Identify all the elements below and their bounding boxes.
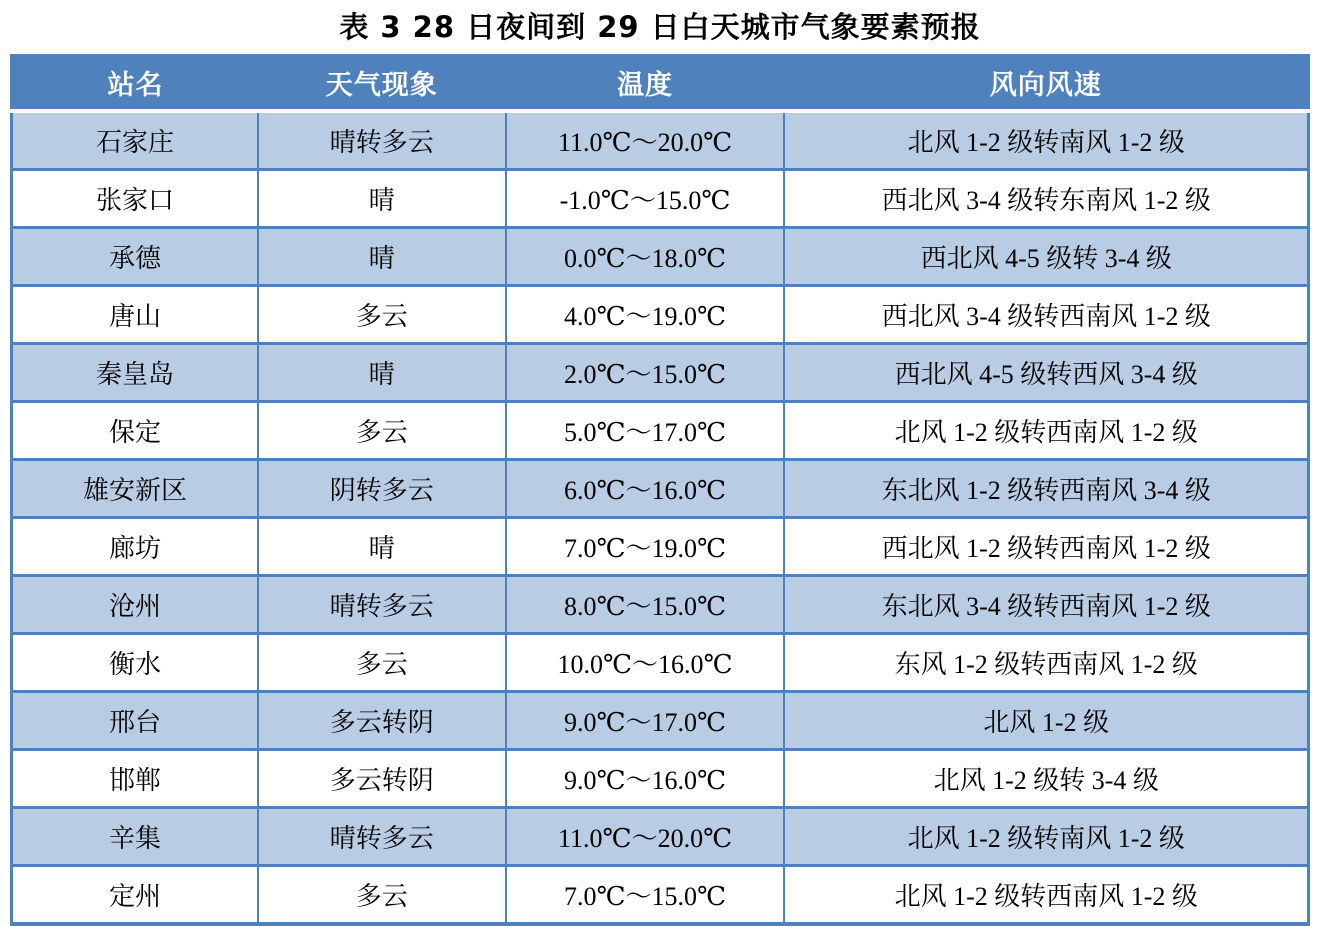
wind-cell: 东北风 1-2 级转西南风 3-4 级 — [784, 459, 1308, 517]
station-cell: 唐山 — [12, 285, 258, 343]
wind-cell: 西北风 3-4 级转东南风 1-2 级 — [784, 169, 1308, 227]
station-cell: 定州 — [12, 865, 258, 924]
temperature-cell: 9.0℃～16.0℃ — [506, 749, 785, 807]
table-row — [12, 111, 1309, 170]
temperature-cell: 0.0℃～18.0℃ — [506, 227, 785, 285]
weather-cell: 多云 — [258, 633, 506, 691]
temperature-cell: 11.0℃～20.0℃ — [506, 111, 785, 170]
table-row — [12, 749, 1309, 807]
table-row — [12, 285, 1309, 343]
wind-cell: 北风 1-2 级转 3-4 级 — [784, 749, 1308, 807]
temperature-cell: 7.0℃～15.0℃ — [506, 865, 785, 924]
table-header-row — [12, 55, 1309, 111]
temperature-cell: 2.0℃～15.0℃ — [506, 343, 785, 401]
temperature-cell: 5.0℃～17.0℃ — [506, 401, 785, 459]
station-cell: 沧州 — [12, 575, 258, 633]
wind-cell: 北风 1-2 级转西南风 1-2 级 — [784, 865, 1308, 924]
station-cell: 衡水 — [12, 633, 258, 691]
table-row — [12, 517, 1309, 575]
wind-cell: 西北风 1-2 级转西南风 1-2 级 — [784, 517, 1308, 575]
station-cell: 雄安新区 — [12, 459, 258, 517]
table-row — [12, 807, 1309, 865]
temperature-cell: 8.0℃～15.0℃ — [506, 575, 785, 633]
temperature-cell: -1.0℃～15.0℃ — [506, 169, 785, 227]
table-row — [12, 169, 1309, 227]
weather-cell: 晴转多云 — [258, 111, 506, 170]
station-cell: 邯郸 — [12, 749, 258, 807]
weather-cell: 阴转多云 — [258, 459, 506, 517]
wind-cell: 东风 1-2 级转西南风 1-2 级 — [784, 633, 1308, 691]
wind-cell: 东北风 3-4 级转西南风 1-2 级 — [784, 575, 1308, 633]
station-cell: 保定 — [12, 401, 258, 459]
header-temperature: 温度 — [506, 55, 785, 111]
table-row — [12, 633, 1309, 691]
wind-cell: 北风 1-2 级转西南风 1-2 级 — [784, 401, 1308, 459]
weather-cell: 多云 — [258, 865, 506, 924]
wind-cell: 西北风 4-5 级转西风 3-4 级 — [784, 343, 1308, 401]
weather-cell: 多云 — [258, 401, 506, 459]
table-row — [12, 691, 1309, 749]
station-cell: 廊坊 — [12, 517, 258, 575]
weather-cell: 晴转多云 — [258, 807, 506, 865]
station-cell: 张家口 — [12, 169, 258, 227]
station-cell: 秦皇岛 — [12, 343, 258, 401]
station-cell: 邢台 — [12, 691, 258, 749]
table-row — [12, 865, 1309, 924]
table-row — [12, 401, 1309, 459]
weather-cell: 多云转阴 — [258, 749, 506, 807]
wind-cell: 北风 1-2 级转南风 1-2 级 — [784, 807, 1308, 865]
temperature-cell: 4.0℃～19.0℃ — [506, 285, 785, 343]
weather-cell: 多云 — [258, 285, 506, 343]
temperature-cell: 6.0℃～16.0℃ — [506, 459, 785, 517]
weather-cell: 晴 — [258, 227, 506, 285]
table-row — [12, 575, 1309, 633]
station-cell: 承德 — [12, 227, 258, 285]
weather-cell: 晴 — [258, 517, 506, 575]
station-cell: 辛集 — [12, 807, 258, 865]
header-station: 站名 — [12, 55, 258, 111]
temperature-cell: 9.0℃～17.0℃ — [506, 691, 785, 749]
table-row — [12, 343, 1309, 401]
temperature-cell: 7.0℃～19.0℃ — [506, 517, 785, 575]
wind-cell: 西北风 3-4 级转西南风 1-2 级 — [784, 285, 1308, 343]
wind-cell: 北风 1-2 级 — [784, 691, 1308, 749]
weather-cell: 多云转阴 — [258, 691, 506, 749]
station-cell: 石家庄 — [12, 111, 258, 170]
forecast-table — [10, 54, 1310, 926]
wind-cell: 北风 1-2 级转南风 1-2 级 — [784, 111, 1308, 170]
table-row — [12, 459, 1309, 517]
header-weather: 天气现象 — [258, 55, 506, 111]
temperature-cell: 10.0℃～16.0℃ — [506, 633, 785, 691]
weather-cell: 晴 — [258, 169, 506, 227]
weather-cell: 晴转多云 — [258, 575, 506, 633]
weather-cell: 晴 — [258, 343, 506, 401]
page-title: 表 3 28 日夜间到 29 日白天城市气象要素预报 — [339, 10, 981, 44]
wind-cell: 西北风 4-5 级转 3-4 级 — [784, 227, 1308, 285]
temperature-cell: 11.0℃～20.0℃ — [506, 807, 785, 865]
header-wind: 风向风速 — [784, 55, 1308, 111]
table-row — [12, 227, 1309, 285]
